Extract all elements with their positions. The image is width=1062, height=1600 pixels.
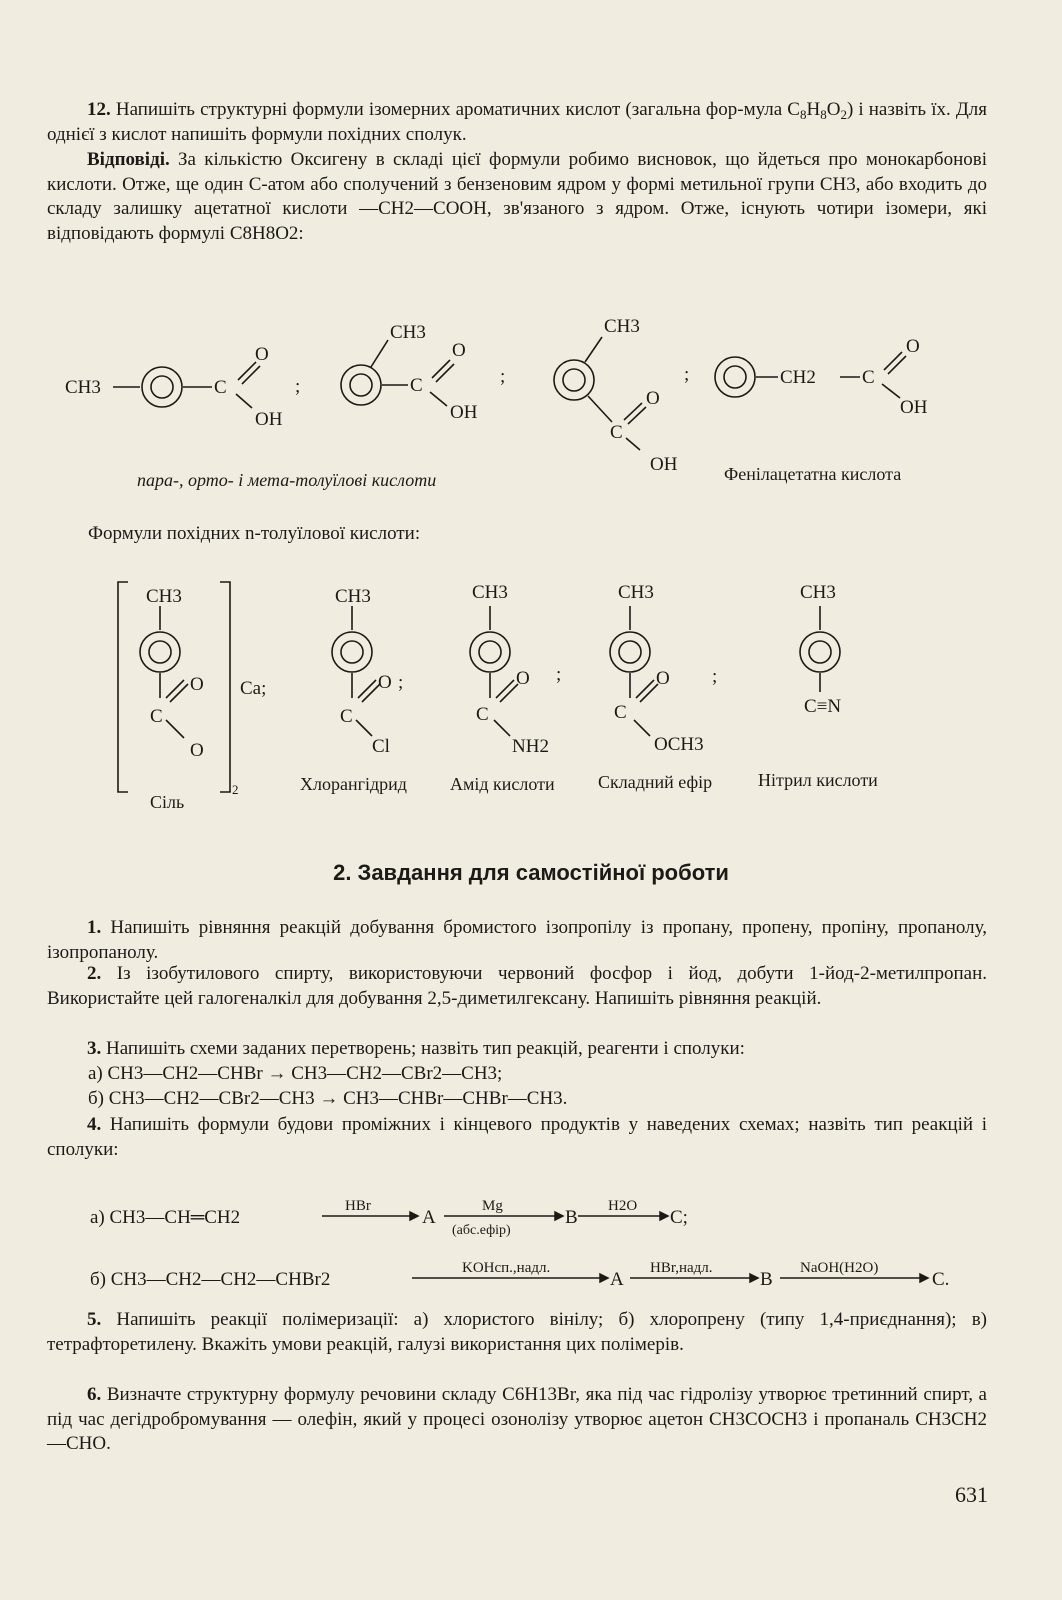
separator: ; [500,366,506,387]
carbon-label: C [150,706,163,727]
ch3-label: CH3 [618,582,654,603]
carbon-label: C [476,704,489,725]
ch3-label: CH3 [146,586,182,607]
task-6 [47,1383,987,1457]
task-text: Із ізобутилового спирту, використовуючи червоний фосфор і йод, добути 1-йод-2-метилпропан. Використайте цей галогеналкіл для добування 2,5-диметилгексану. Напишіть рівняння реакцій. [47,963,987,1009]
nh2-label: NH2 [512,736,549,757]
amide-caption: Амід кислоти [450,774,555,794]
benzene-ring [715,357,755,397]
oxygen-label: O [452,340,466,361]
problem-formula: $C_8H_8O_2$ [787,99,847,122]
task-number: 2. [87,963,102,984]
task-number: 3. [87,1038,102,1059]
section-heading: 2. Завдання для самостійної роботи [333,860,729,885]
benzene-ring [800,632,840,672]
benzene-ring [470,632,510,672]
benzene-ring [332,632,372,672]
separator: ; [295,376,301,397]
derivatives-title: Формули похідних n-толуїлової кислоти: [88,523,421,544]
salt-caption: Сіль [150,792,185,812]
product-b: B [760,1269,773,1290]
task-5 [47,1308,987,1357]
ch2-label: CH2 [780,367,816,388]
ch3-label: CH3 [390,322,426,343]
task-2 [47,962,987,1011]
task-text: Напишіть рівняння реакцій добування бромистого ізопропілу із пропану, пропену, пропіну, пропанолу, ізопропанолу. [47,917,987,963]
ch3-label: CH3 [800,582,836,603]
task-number: 4. [87,1114,102,1135]
reagent-3: H2O [608,1198,638,1214]
task-3-scheme-b: б) CH3—CH2—CBr2—CH3 → CH3—CHBr—CHBr—CH3. [88,1088,568,1109]
reagent-3: NaOH(H2O) [800,1260,879,1276]
carbon-label: C [610,422,623,443]
scheme-start: а) CH3—CH═CH2 [90,1207,241,1228]
phenylacetic-caption: Фенілацетатна кислота [724,464,902,484]
calcium-label: Ca; [240,678,267,699]
product-c: C; [670,1207,688,1228]
task-text: Напишіть реакції полімеризації: а) хлористого вінілу; б) хлоропрену (типу 1,4-приєднання); в) тетрафторетилену. Вкажіть умови реакцій, галузі використання цих полімерів. [47,1309,987,1355]
oh-label: OH [900,397,928,418]
carbon-label: C [862,367,875,388]
separator: ; [712,666,718,687]
isomer-caption: пара-, орто- і мета-толуїлові кислоти [137,470,437,490]
answer-label: Відповіді. [87,149,170,170]
reagent-1: HBr [345,1198,371,1214]
benzene-ring [554,360,594,400]
oxygen-label: O [190,674,204,695]
nitrile-caption: Нітрил кислоти [758,770,878,790]
product-c: C. [932,1269,950,1290]
task-text: Напишіть схеми заданих перетворень; назвіть тип реакцій, реагенти і сполуки: [101,1038,745,1059]
problem-number: 12. [87,99,111,120]
carbon-label: C [614,702,627,723]
benzene-ring [341,365,381,405]
problem-question-part1: Напишіть структурні формули ізомерних ароматичних кислот (загальна фор-мула [110,99,788,120]
page-number: 631 [955,1482,988,1507]
separator: ; [556,664,562,685]
product-b: B [565,1207,578,1228]
task-4-scheme-b [0,1250,1062,1290]
nitrile-label: C≡N [804,696,842,717]
product-a: A [610,1269,624,1290]
ch3-label: CH3 [335,586,371,607]
bracket-subscript: 2 [232,782,239,797]
reagent-1: KOHсп.,надл. [462,1260,551,1276]
task-4-scheme-a [0,1188,1062,1238]
task-number: 6. [87,1384,102,1405]
oh-label: OH [450,402,478,423]
oxygen-label: O [906,336,920,357]
separator: ; [684,364,690,385]
scheme-start: б) CH3—CH2—CH2—CHBr2 [90,1269,331,1290]
oh-label: OH [255,409,283,430]
derivative-structures [0,570,1062,800]
task-3-scheme-a: а) CH3—CH2—CHBr → CH3—CH2—CBr2—CH3; [88,1063,503,1084]
ch3-label: CH3 [472,582,508,603]
separator: ; [398,672,404,693]
problem-12-answer [47,148,987,246]
oxygen-label: O [190,740,204,761]
chlorine-label: Cl [372,736,390,757]
problem-question-part2: ) і назвіть їх. Для однієї з кислот напишіть формули похідних сполук. [47,99,988,145]
oxygen-label: O [646,388,660,409]
benzene-ring [142,367,182,407]
och3-label: OCH3 [654,734,704,755]
oxygen-label: O [255,344,269,365]
reagent-2-bottom: (абс.ефір) [452,1223,511,1238]
task-3 [47,1037,987,1062]
task-1 [47,916,987,965]
task-number: 1. [87,917,102,938]
ch3-label: CH3 [604,316,640,337]
oxygen-label: O [378,672,392,693]
task-text: Напишіть формули будови проміжних і кінцевого продуктів у наведених схемах; назвіть тип реакцій і сполуки: [47,1114,987,1160]
benzene-ring [610,632,650,672]
problem-12-question [47,98,987,147]
chloride-caption: Хлорангідрид [300,774,407,794]
oxygen-label: O [516,668,530,689]
ch3-label: CH3 [65,377,101,398]
task-text: Визначте структурну формулу речовини складу C6H13Br, яка під час гідролізу утворює третинний спирт, а під час дегідробромування — олефін, який у процесі озонолізу утворює ацетон CH3COCH3 і пропаналь CH3CH2—CHO. [47,1384,987,1454]
ester-caption: Складний ефір [598,772,713,792]
benzene-ring [140,632,180,672]
task-number: 5. [87,1309,102,1330]
product-a: A [422,1207,436,1228]
carbon-label: C [340,706,353,727]
oh-label: OH [650,454,678,475]
task-4 [47,1113,987,1162]
reagent-2: HBr,надл. [650,1260,713,1276]
carbon-label: C [214,377,227,398]
carbon-label: C [410,375,423,396]
reagent-2-top: Mg [482,1198,503,1214]
oxygen-label: O [656,668,670,689]
answer-text: За кількістю Оксигену в складі цієї формули робимо висновок, що йдеться про монокарбонові кислоти. Отже, ще один C-атом або сполучений з бензеновим ядром у формі метильної групи CH3, або входить до складу залишку ацетатної кислоти —CH2—COOH, зв'язаного з ядром. Отже, існують чотири ізомери, які відповідають формулі C8H8O2: [47,149,987,244]
